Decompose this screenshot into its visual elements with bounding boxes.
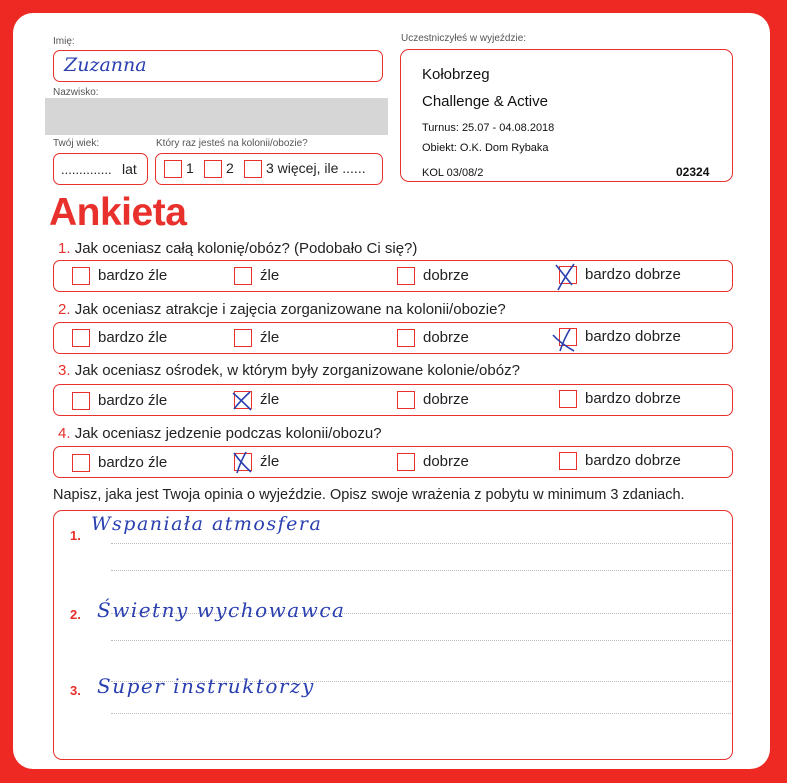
age-unit: lat [122, 161, 137, 177]
opinion-1-handwriting: Wspaniała atmosfera [91, 513, 323, 535]
age-label: Twój wiek: [53, 138, 100, 149]
q4-option-label: dobrze [423, 453, 469, 470]
q1-option-label: bardzo źle [98, 267, 168, 284]
question-1-text: 1. Jak oceniasz całą kolonię/obóz? (Podobało Ci się?) [58, 240, 418, 257]
trip-turnus: Turnus: 25.07 - 04.08.2018 [422, 122, 555, 134]
survey-title: Ankieta [49, 191, 187, 234]
question-3-options [53, 384, 733, 416]
q3-option-label: źle [260, 391, 280, 408]
q3-option-label: bardzo źle [98, 392, 168, 409]
times-checkbox-2[interactable] [204, 160, 222, 178]
q4-checkbox-bardzo-dobrze[interactable] [559, 452, 577, 470]
times-checkbox-1[interactable] [164, 160, 182, 178]
times-option-2: 2 [226, 160, 234, 176]
q1-checkbox-bardzo-zle[interactable] [72, 267, 90, 285]
opinion-1-number: 1. [70, 528, 81, 543]
q2-option-label: źle [260, 329, 280, 346]
name-field[interactable] [53, 50, 383, 82]
q1-option-label: bardzo dobrze [585, 266, 681, 283]
trip-city: Kołobrzeg [422, 66, 490, 83]
q2-checkbox-bardzo-dobrze[interactable] [559, 328, 577, 346]
trip-label: Uczestniczyłeś w wyjeździe: [401, 33, 527, 44]
q1-option-label: dobrze [423, 267, 469, 284]
opinion-box[interactable] [53, 510, 733, 760]
q2-checkbox-dobrze[interactable] [397, 329, 415, 347]
name-label: Imię: [53, 36, 75, 47]
question-4-options [53, 446, 733, 478]
writing-line [111, 570, 731, 571]
q3-checkbox-zle[interactable] [234, 391, 252, 409]
age-dots: .............. [61, 162, 112, 177]
opinion-2-handwriting: Świetny wychowawca [97, 598, 346, 622]
times-checkbox-3[interactable] [244, 160, 262, 178]
q4-option-label: bardzo źle [98, 454, 168, 471]
q2-checkbox-zle[interactable] [234, 329, 252, 347]
times-label: Który raz jesteś na kolonii/obozie? [156, 138, 308, 149]
question-1-options [53, 260, 733, 292]
q1-checkbox-dobrze[interactable] [397, 267, 415, 285]
surname-redacted [45, 98, 388, 135]
q1-checkbox-zle[interactable] [234, 267, 252, 285]
q3-checkbox-bardzo-dobrze[interactable] [559, 390, 577, 408]
q2-option-label: bardzo źle [98, 329, 168, 346]
opinion-3-handwriting: Super instruktorzy [97, 674, 315, 698]
q3-checkbox-dobrze[interactable] [397, 391, 415, 409]
q3-option-label: bardzo dobrze [585, 390, 681, 407]
q2-option-label: dobrze [423, 329, 469, 346]
q3-option-label: dobrze [423, 391, 469, 408]
question-3-text: 3. Jak oceniasz ośrodek, w którym były zorganizowane kolonie/obóz? [58, 362, 520, 379]
trip-number: 02324 [676, 165, 710, 179]
question-4-text: 4. Jak oceniasz jedzenie podczas kolonii/obozu? [58, 425, 382, 442]
check-mark-icon [231, 390, 255, 412]
writing-line [111, 640, 731, 641]
name-handwriting: Zuzanna [64, 54, 147, 76]
q4-option-label: źle [260, 453, 280, 470]
trip-code: KOL 03/08/2 [422, 167, 484, 179]
q4-option-label: bardzo dobrze [585, 452, 681, 469]
age-field[interactable] [53, 153, 148, 185]
writing-line [111, 713, 731, 714]
survey-paper [13, 13, 770, 769]
q4-checkbox-zle[interactable] [234, 453, 252, 471]
q1-option-label: źle [260, 267, 280, 284]
q1-checkbox-bardzo-dobrze[interactable] [559, 266, 577, 284]
opinion-prompt: Napisz, jaka jest Twoja opinia o wyjeździe. Opisz swoje wrażenia z pobytu w minimum 3 zdaniach. [53, 487, 685, 503]
trip-obiekt: Obiekt: O.K. Dom Rybaka [422, 142, 549, 154]
check-mark-icon [232, 451, 254, 475]
opinion-3-number: 3. [70, 683, 81, 698]
q4-checkbox-bardzo-zle[interactable] [72, 454, 90, 472]
opinion-2-number: 2. [70, 607, 81, 622]
question-2-text: 2. Jak oceniasz atrakcje i zajęcia zorganizowane na kolonii/obozie? [58, 301, 506, 318]
trip-program: Challenge & Active [422, 93, 548, 110]
times-option-3: 3 więcej, ile ...... [266, 160, 366, 176]
writing-line [111, 543, 731, 544]
q3-checkbox-bardzo-zle[interactable] [72, 392, 90, 410]
trip-info-box [400, 49, 733, 182]
q2-checkbox-bardzo-zle[interactable] [72, 329, 90, 347]
surname-label: Nazwisko: [53, 87, 99, 98]
check-mark-icon [552, 327, 576, 353]
check-mark-icon [554, 263, 576, 291]
times-option-1: 1 [186, 160, 194, 176]
q4-checkbox-dobrze[interactable] [397, 453, 415, 471]
question-2-options [53, 322, 733, 354]
q2-option-label: bardzo dobrze [585, 328, 681, 345]
times-field [155, 153, 383, 185]
